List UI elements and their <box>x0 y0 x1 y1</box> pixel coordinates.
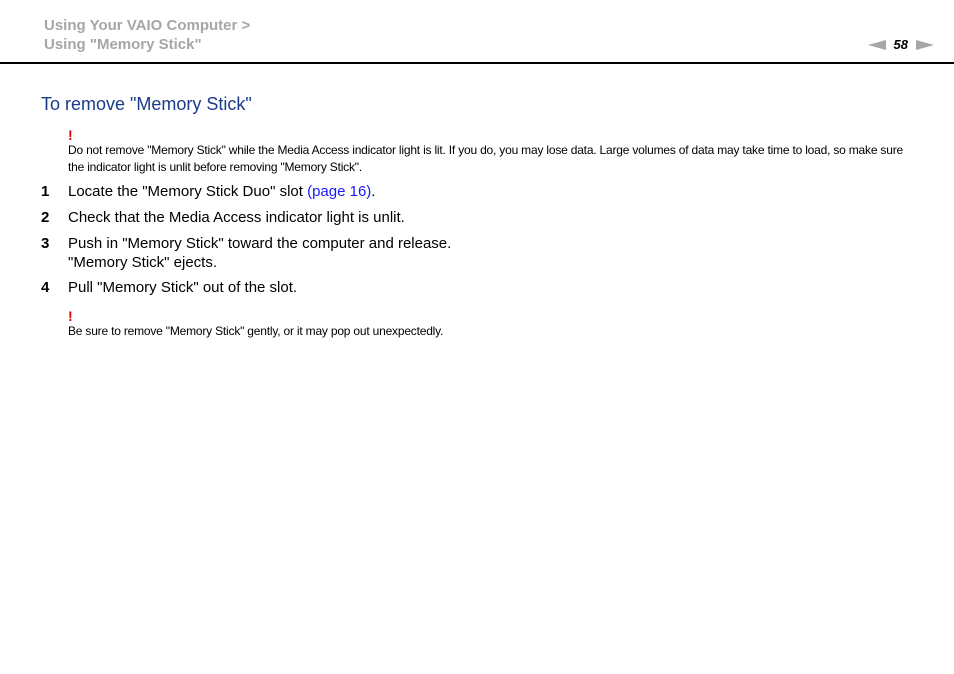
step-3 <box>41 234 451 272</box>
step-number: 1 <box>41 183 50 200</box>
step-text: Locate the "Memory Stick Duo" slot (page 16). <box>68 183 376 200</box>
pager <box>868 37 934 52</box>
step-1 <box>41 182 375 201</box>
breadcrumb <box>44 16 250 54</box>
step-number: 3 <box>41 235 50 252</box>
step-number: 2 <box>41 209 50 226</box>
breadcrumb-line-1: Using Your VAIO Computer > <box>44 17 251 34</box>
page-number: 58 <box>893 37 908 52</box>
step-4 <box>41 278 297 297</box>
step-text: Push in "Memory Stick" toward the computer and release. "Memory Stick" ejects. <box>68 235 452 271</box>
warning-note-text: Do not remove "Memory Stick" while the Media Access indicator light is lit. If you do, you may lose data. Large volumes of data may take time to load, so make sure the indicator light is unlit before removing "Memory Stick". <box>68 143 903 174</box>
page-16-link[interactable]: (page 16) <box>307 183 372 200</box>
step-number: 4 <box>41 279 50 296</box>
warning-note <box>68 309 918 340</box>
previous-page-arrow-icon[interactable] <box>868 40 886 50</box>
breadcrumb-line-2: Using "Memory Stick" <box>44 36 202 53</box>
warning-icon: ! <box>68 127 73 143</box>
next-page-arrow-icon[interactable] <box>916 40 934 50</box>
warning-note <box>68 128 918 176</box>
warning-note-text: Be sure to remove "Memory Stick" gently, or it may pop out unexpectedly. <box>68 324 444 338</box>
step-text: Check that the Media Access indicator light is unlit. <box>68 209 405 226</box>
step-text: Pull "Memory Stick" out of the slot. <box>68 279 298 296</box>
step-2 <box>41 208 405 227</box>
header-divider <box>0 62 954 64</box>
section-title: To remove "Memory Stick" <box>41 94 252 114</box>
warning-icon: ! <box>68 308 73 324</box>
